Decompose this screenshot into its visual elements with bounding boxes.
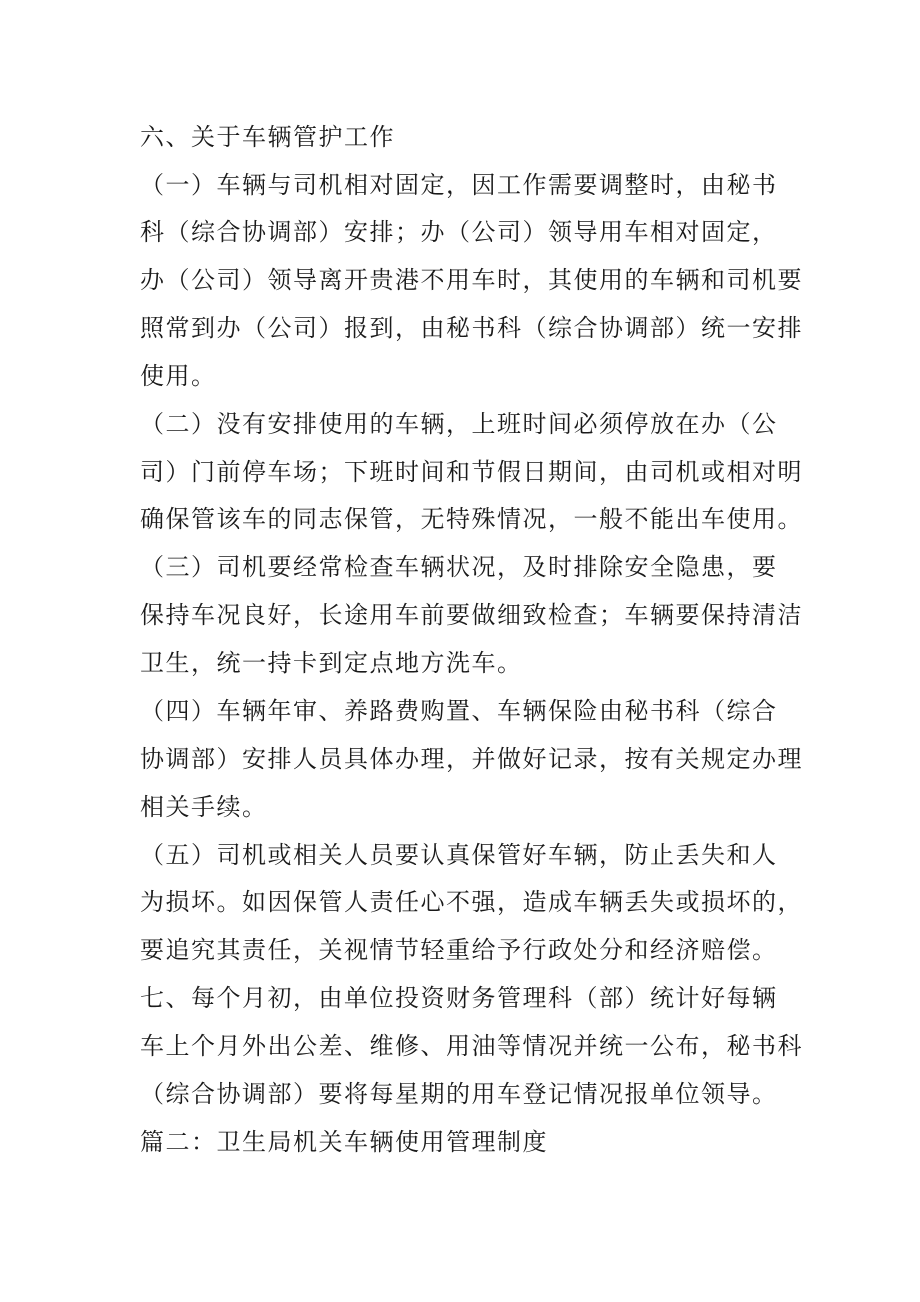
text-line: （综合协调部）要将每星期的用车登记情况报单位领导。	[140, 1080, 778, 1108]
text-line: 相关手续。	[140, 793, 268, 821]
text-line: 办（公司）领导离开贵港不用车时，其使用的车辆和司机要	[140, 266, 803, 294]
text-line: （一）车辆与司机相对固定，因工作需要调整时，由秘书	[140, 171, 778, 199]
text-line: 为损坏。如因保管人责任心不强，造成车辆丢失或损坏的，	[140, 888, 803, 916]
text-line: （五）司机或相关人员要认真保管好车辆，防止丢失和人	[140, 841, 778, 869]
chapter-title: 篇二：卫生局机关车辆使用管理制度	[140, 1128, 548, 1156]
section-heading-6: 六、关于车辆管护工作	[140, 123, 395, 151]
text-line: 卫生，统一持卡到定点地方洗车。	[140, 649, 523, 677]
text-line: （二）没有安排使用的车辆，上班时间必须停放在办（公	[140, 410, 778, 438]
text-line: 使用。	[140, 362, 217, 390]
text-line: （四）车辆年审、养路费购置、车辆保险由秘书科（综合	[140, 697, 778, 725]
text-line: 科（综合协调部）安排；办（公司）领导用车相对固定，	[140, 218, 778, 246]
text-line: 车上个月外出公差、维修、用油等情况并统一公布，秘书科	[140, 1032, 803, 1060]
text-line: 司）门前停车场；下班时间和节假日期间，由司机或相对明	[140, 458, 803, 486]
text-line: 确保管该车的同志保管，无特殊情况，一般不能出车使用。	[140, 505, 803, 533]
text-line: 照常到办（公司）报到，由秘书科（综合协调部）统一安排	[140, 314, 803, 342]
text-line: 协调部）安排人员具体办理，并做好记录，按有关规定办理	[140, 745, 803, 773]
section-heading-7: 七、每个月初，由单位投资财务管理科（部）统计好每辆	[140, 984, 778, 1012]
text-line: 要追究其责任，关视情节轻重给予行政处分和经济赔偿。	[140, 936, 778, 964]
text-line: （三）司机要经常检查车辆状况，及时排除安全隐患，要	[140, 553, 778, 581]
text-line: 保持车况良好，长途用车前要做细致检查；车辆要保持清洁	[140, 601, 803, 629]
